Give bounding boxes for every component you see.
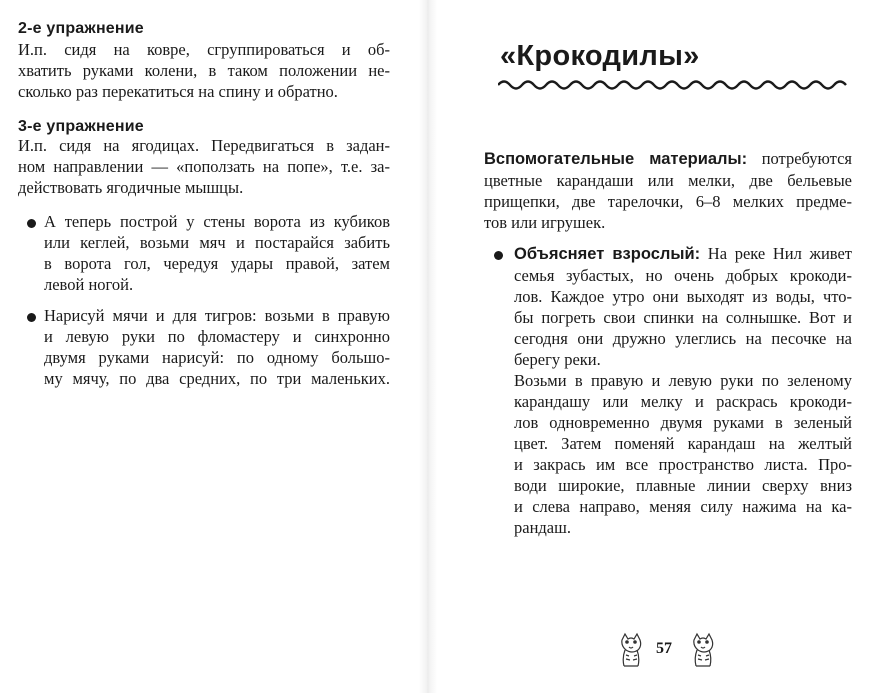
tiger-drawing-icon xyxy=(616,628,646,670)
adult-explains-paragraph: Объясняет взрослый: На реке Нил живет семья зубастых, но очень добрых крокоди- лов. Каждое утро они выходят из воды, что- бы погреть свои спинки на солнышке. Вот и сегодня они дружно улеглись на песочке на берегу реки. xyxy=(514,244,853,369)
book-gutter xyxy=(419,0,437,693)
materials-label: Вспомогательные материалы: xyxy=(484,150,748,168)
section-title: «Крокодилы» xyxy=(500,40,700,72)
bullet-icon xyxy=(27,219,36,228)
drawing-instruction-text: Нарисуй мячи и для тигров: возьми в правую и левую руки по фломастеру и синхронно двумя руками нарисуй: по одному большо- му мячу, по два средних, по три маленьких. xyxy=(44,306,390,388)
exercise-3-title: 3-е упражнение xyxy=(18,118,144,135)
exercise-2-title: 2-е упражнение xyxy=(18,20,144,37)
adult-explains-label: Объясняет взрослый: xyxy=(514,245,701,263)
tiger-drawing-icon xyxy=(688,628,718,670)
bullet-icon xyxy=(27,313,36,322)
exercise-3-text: И.п. сидя на ягодицах. Передвигаться в задан- ном направлении — «поползать на попе», т.е. за- действовать ягодичные мышцы. xyxy=(18,136,390,197)
goal-instruction-text: А теперь построй у стены ворота из кубиков или кеглей, возьми мяч и постарайся забить в ворота гол, чередуя удары правой, затем левой ногой. xyxy=(44,212,390,294)
exercise-2-text: И.п. сидя на ковре, сгруппироваться и об- хватить руками колени, в таком положении не- сколько раз перекатиться на спину и обратно. xyxy=(18,40,390,101)
page-number: 57 xyxy=(656,640,672,657)
materials-paragraph: Вспомогательные материалы: потребуются цветные карандаши или мелки, две бельевые прищепки, две тарелочки, 6–8 мелких предме- тов или игрушек. xyxy=(484,149,852,232)
coloring-instruction-paragraph: Возьми в правую и левую руки по зеленому карандашу или мелку и раскрась крокоди- лов одновременно двумя руками в зеленый цвет. Затем поменяй карандаш на желтый и закрась им все пространство листа. Про- води широкие, плавные линии сверху вниз и слева направо, меняя силу нажима на ка- рандаш. xyxy=(514,371,852,537)
bullet-icon xyxy=(494,251,503,260)
wavy-underline-decoration xyxy=(498,78,852,92)
